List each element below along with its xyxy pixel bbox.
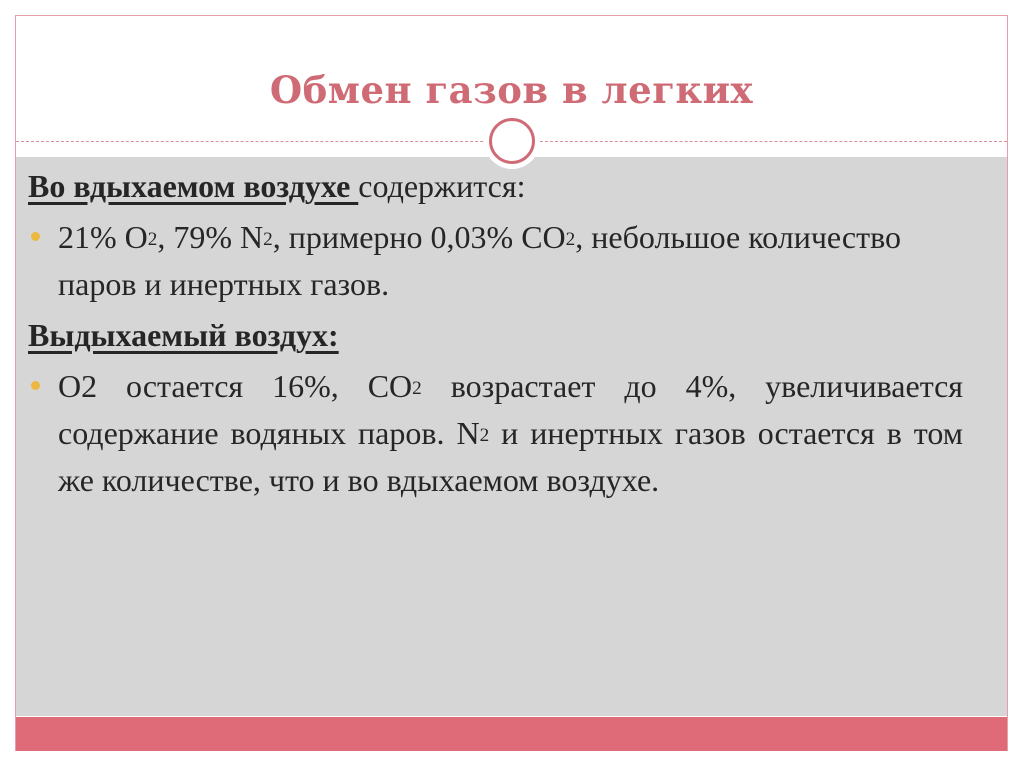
inhaled-bullet <box>28 215 963 306</box>
exhaled-text-1: O2 остается 16%, CO <box>58 368 413 404</box>
ring-inner <box>489 118 535 164</box>
inhaled-heading-rest: содержится: <box>358 168 526 204</box>
exhaled-bullet <box>28 364 963 502</box>
inhaled-text-3: , примерно 0,03% CO <box>272 219 566 255</box>
exhaled-heading-bold: Выдыхаемый воздух: <box>28 317 339 353</box>
slide-title: Обмен газов в легких <box>269 68 754 112</box>
inhaled-text-4: , небольшое количество паров и инертных газов. <box>58 219 901 302</box>
inhaled-text-1: 21% O <box>58 219 148 255</box>
inhaled-heading <box>28 164 963 208</box>
inhaled-heading-bold: Во вдыхаемом воздухе <box>28 168 359 204</box>
exhaled-text-3: и инертных газов остается в том же количестве, что и во вдыхаемом воздухе. <box>58 415 964 498</box>
exhaled-text-2: возрастает до 4%, увеличивается содержание водяных паров. N <box>58 368 964 451</box>
exhaled-sub-2: 2 <box>479 425 490 446</box>
content-text <box>28 164 963 509</box>
inhaled-text-2: , 79% N <box>157 219 264 255</box>
bullet-dot-icon <box>31 232 40 241</box>
exhaled-sub-1: 2 <box>412 378 422 399</box>
inhaled-sub-2: 2 <box>263 229 273 250</box>
decorative-ring-icon <box>484 113 540 169</box>
inhaled-sub-3: 2 <box>565 229 576 250</box>
bottom-accent-bar <box>16 717 1007 751</box>
bullet-dot-icon <box>31 381 40 390</box>
inhaled-sub-1: 2 <box>147 229 158 250</box>
exhaled-heading <box>28 313 963 357</box>
